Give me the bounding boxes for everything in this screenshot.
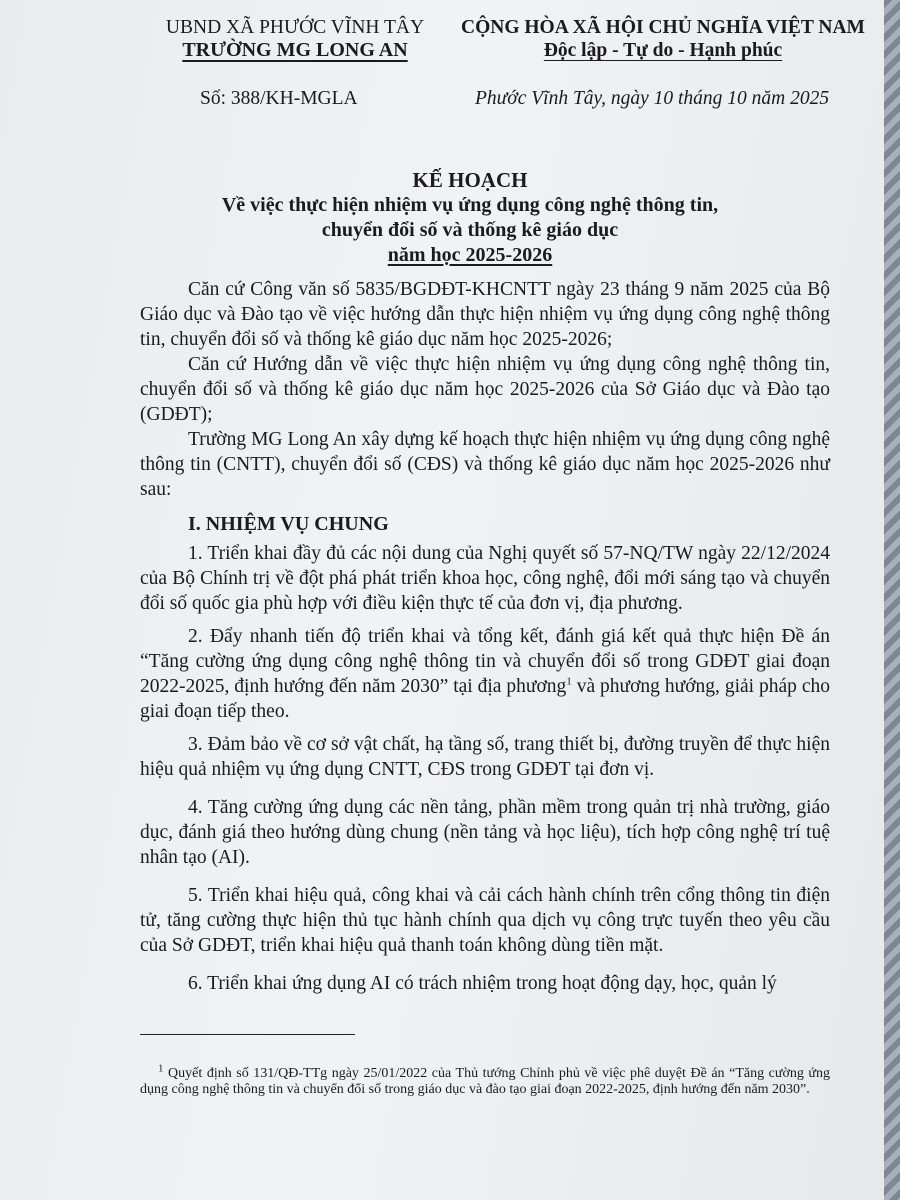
footnote-mark: 1 <box>158 1062 164 1075</box>
issuer-org: UBND XÃ PHƯỚC VĨNH TÂY <box>165 17 425 38</box>
title-line-3: chuyển đổi số và thống kê giáo dục <box>321 219 619 241</box>
footnote-text: Quyết định số 131/QĐ-TTg ngày 25/01/2022 của Thủ tướng Chính phủ về việc phê duyệt Đề án “Tăng cường ứng dụng công nghệ thông tin và chuyển đổi số trong giáo dục và đào tạo giai đoạn 2022-2025, định hướng đến năm 2030”. <box>140 1066 830 1097</box>
country-name: CỘNG HÒA XÃ HỘI CHỦ NGHĨA VIỆT NAM <box>461 17 865 38</box>
list-item-4: 4. Tăng cường ứng dụng các nền tảng, phần mềm trong quản trị nhà trường, giáo dục, đánh giá theo hướng dùng chung (nền tảng và học liệu), tích hợp công nghệ trí tuệ nhân tạo (AI). <box>140 797 830 868</box>
footnote-reference: 1 <box>566 675 572 688</box>
document-title <box>100 168 840 268</box>
national-header <box>448 16 878 62</box>
section-heading-1: I. NHIỆM VỤ CHUNG <box>188 513 389 535</box>
list-item-2 <box>140 624 830 724</box>
list-item-2-text-b: và phương hướng, giải pháp cho giai đoạn tiếp theo. <box>140 676 830 722</box>
paragraph-basis-2: Căn cứ Hướng dẫn về việc thực hiện nhiệm vụ ứng dụng công nghệ thông tin, chuyển đổi số và thống kê giáo dục năm học 2025-2026 của Sở Giáo dục và Đào tạo (GDĐT); <box>140 354 830 425</box>
list-item-5: 5. Triển khai hiệu quả, công khai và cải cách hành chính trên cổng thông tin điện tử, tăng cường thực hiện thủ tục hành chính qua dịch vụ công trực tuyến theo yêu cầu của Sở GDĐT, triển khai hiệu quả thanh toán không dùng tiền mặt. <box>140 885 830 956</box>
footnote-divider <box>140 1034 355 1035</box>
list-item-2-text-a: 2. Đẩy nhanh tiến độ triển khai và tổng kết, đánh giá kết quả thực hiện Đề án “Tăng cường ứng dụng công nghệ thông tin và chuyển đổi số trong GDĐT giai đoạn 2022-2025, định hướng đến năm 2030” tại địa phương <box>140 626 830 697</box>
issuer-school: TRƯỜNG MG LONG AN <box>182 39 408 61</box>
document-number: Số: 388/KH-MGLA <box>200 88 358 109</box>
issuer-header <box>145 16 445 62</box>
background-fabric <box>884 0 900 1200</box>
title-line-1: KẾ HOẠCH <box>412 168 528 192</box>
place-date: Phước Vĩnh Tây, ngày 10 tháng 10 năm 2025 <box>475 88 830 109</box>
footnote <box>140 1062 830 1098</box>
document-body <box>140 277 830 996</box>
list-item-6: 6. Triển khai ứng dụng AI có trách nhiệm trong hoạt động dạy, học, quản lý <box>188 973 777 994</box>
title-line-2: Về việc thực hiện nhiệm vụ ứng dụng công nghệ thông tin, <box>221 194 719 216</box>
list-item-3: 3. Đảm bảo về cơ sở vật chất, hạ tầng số, trang thiết bị, đường truyền để thực hiện hiệu quả nhiệm vụ ứng dụng CNTT, CĐS trong GDĐT tại đơn vị. <box>140 734 830 780</box>
list-item-1: 1. Triển khai đầy đủ các nội dung của Nghị quyết số 57-NQ/TW ngày 22/12/2024 của Bộ Chính trị về đột phá phát triển khoa học, công nghệ, đổi mới sáng tạo và chuyển đổi số quốc gia phù hợp với điều kiện thực tế của đơn vị, địa phương. <box>140 543 830 614</box>
title-line-4: năm học 2025-2026 <box>387 244 553 266</box>
paragraph-basis-1: Căn cứ Công văn số 5835/BGDĐT-KHCNTT ngày 23 tháng 9 năm 2025 của Bộ Giáo dục và Đào tạo về việc hướng dẫn thực hiện nhiệm vụ ứng dụng công nghệ thông tin, chuyển đổi số và thống kê giáo dục năm học 2025-2026; <box>140 279 830 350</box>
national-motto: Độc lập - Tự do - Hạnh phúc <box>543 40 783 61</box>
paragraph-intro: Trường MG Long An xây dựng kế hoạch thực hiện nhiệm vụ ứng dụng công nghệ thông tin (CNTT), chuyển đổi số (CĐS) và thống kê giáo dục năm học 2025-2026 như sau: <box>140 429 830 500</box>
